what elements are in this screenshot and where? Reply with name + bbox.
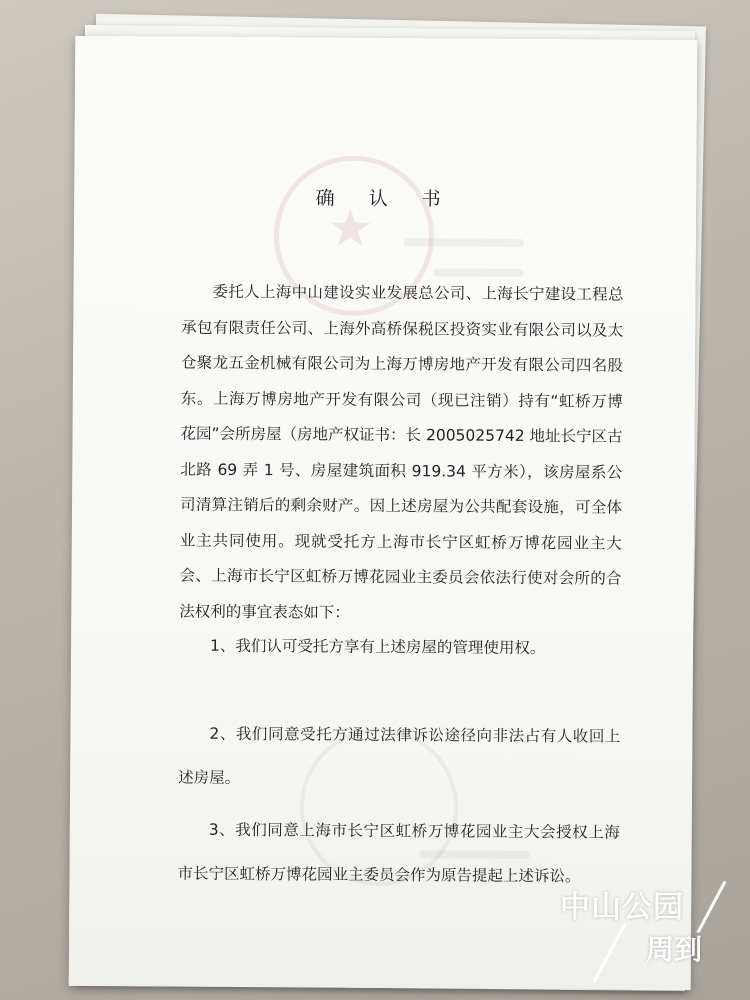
watermark-line2: 周到 [646,933,703,966]
watermark-slash [697,881,727,934]
watermark-logo [548,878,738,988]
list-item: 2、我们同意受托方通过法律诉讼途径向非法占有人收回上述房屋。 [178,724,621,788]
document-title: 确 认 书 [315,187,455,211]
document-body-paragraph: 委托人上海中山建设实业发展总公司、上海长宁建设工程总承包有限责任公司、上海外高桥保税区投资实业有限公司以及太仓聚龙五金机械有限公司为上海万博房地产开发有限公司四名股东。上海万博房地产开发有限公司（现已注销）持有“虹桥万博花园”会所房屋（房地产权证书：长 2005025742 地址长宁区古北路 69 弄 1 号、房屋建筑面积 919.34 平方米），该房屋系公司清算注销后的剩余财产。因上述房屋为公共配套设施，可全体业主共同使用。现就受托方上海市长宁区虹桥万博花园业主大会、上海市长宁区虹桥万博花园业主委员会依法行使对会所的合法权利的事宜表态如下： [179,282,624,622]
document-sheet [69,36,698,990]
list-item: 1、我们认可受托方享有上述房屋的管理使用权。 [210,636,546,658]
watermark-slash [593,923,627,983]
show-through-text [404,238,524,247]
list-item: 3、我们同意上海市长宁区虹桥万博花园业主大会授权上海市长宁区虹桥万博花园业主委员会作为原告提起上述诉讼。 [177,820,620,886]
watermark-line1: 中山公园 [560,890,684,925]
